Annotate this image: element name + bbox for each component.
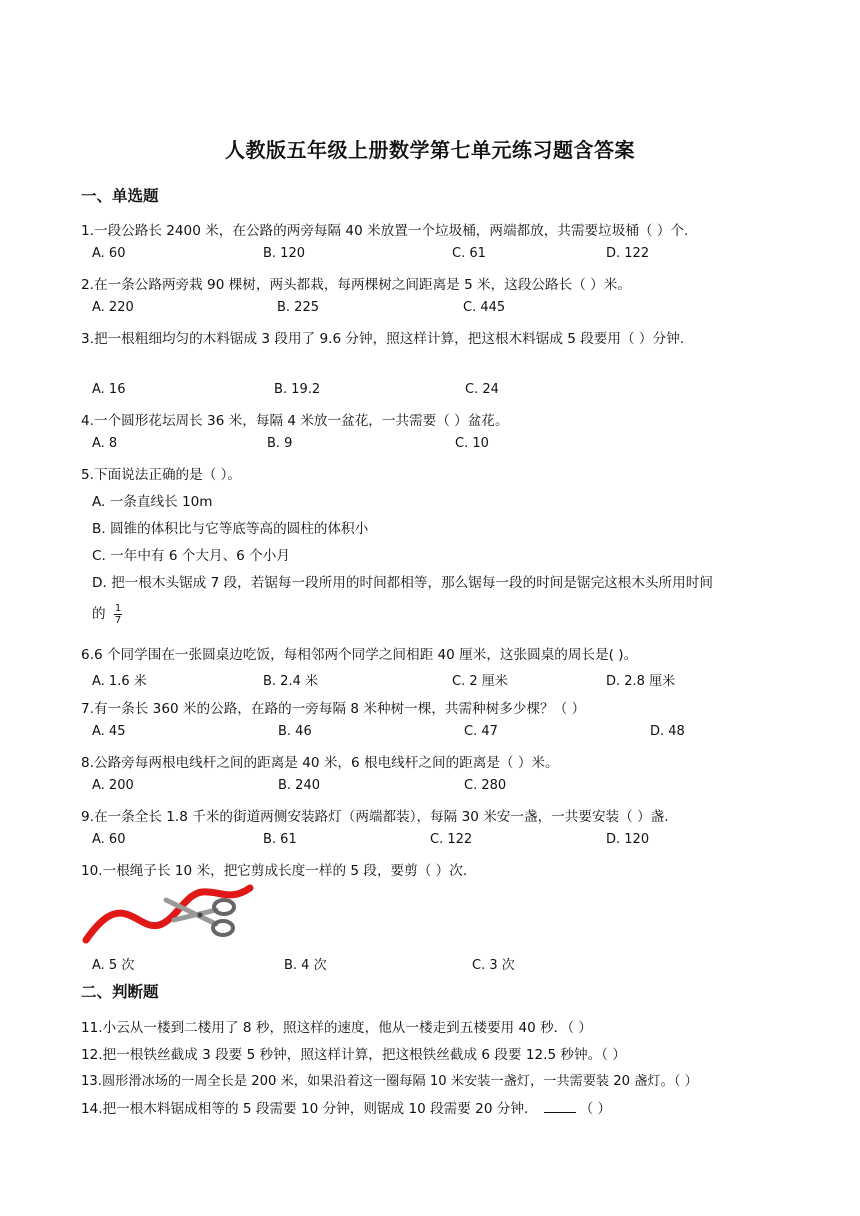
option-c[interactable]: C. 2 厘米 [452,674,508,689]
question-6-options [92,670,832,690]
answer-blank[interactable] [544,1100,576,1113]
option-c[interactable]: C. 280 [464,778,507,793]
question-4-options [92,436,832,456]
question-7-options [92,724,832,744]
option-a[interactable]: A. 200 [92,778,134,793]
section-heading-true-false: 二、判断题 [81,983,159,1001]
option-d[interactable]: D. 2.8 厘米 [606,674,676,689]
question-10-options [92,954,832,974]
page-title: 人教版五年级上册数学第七单元练习题含答案 [225,138,635,162]
question-9-options [92,832,832,852]
option-a[interactable]: A. 一条直线长 10m [92,494,213,510]
option-b[interactable]: B. 120 [263,246,305,261]
option-b[interactable]: B. 46 [278,724,312,739]
question-11: 11.小云从一楼到二楼用了 8 秒，照这样的速度，他从一楼走到五楼要用 40 秒．（ ） [81,1020,592,1036]
question-14-text: 14.把一根木料锯成相等的 5 段需要 10 分钟，则锯成 10 段需要 20 分钟． [81,1101,538,1117]
option-a[interactable]: A. 60 [92,832,126,847]
option-c[interactable]: C. 一年中有 6 个大月、6 个小月 [92,548,290,564]
option-a[interactable]: A. 1.6 米 [92,674,147,689]
fraction-one-seventh [114,603,122,626]
option-a[interactable]: A. 60 [92,246,126,261]
option-d[interactable]: D. 120 [606,832,650,847]
rope-scissors-image [82,880,254,946]
question-6: 6.6 个同学围在一张圆桌边吃饭，每相邻两个同学之间相距 40 厘米，这张圆桌的周长是( )。 [81,647,638,663]
option-c[interactable]: C. 47 [464,724,498,739]
option-c[interactable]: C. 10 [455,436,489,451]
question-1-options [92,246,832,266]
question-9: 9.在一条全长 1.8 千米的街道两侧安装路灯（两端都装），每隔 30 米安一盏，一共要安装（ ）盏. [81,809,669,825]
question-14-paren: （ ） [579,1101,612,1117]
option-a[interactable]: A. 45 [92,724,126,739]
question-3: 3.把一根粗细均匀的木料锯成 3 段用了 9.6 分钟，照这样计算，把这根木料锯成 5 段要用（ ）分钟. [81,331,685,347]
question-4: 4.一个圆形花坛周长 36 米，每隔 4 米放一盆花，一共需要（ ）盆花。 [81,413,509,429]
option-d-continuation-text: 的 [92,606,106,622]
question-5: 5.下面说法正确的是（ ）。 [81,467,242,483]
fraction-denominator: 7 [114,614,122,626]
question-3-options [92,382,832,402]
option-d-continuation [92,602,122,626]
option-b[interactable]: B. 240 [278,778,320,793]
question-7: 7.有一条长 360 米的公路，在路的一旁每隔 8 米种树一棵，共需种树多少棵？（ ） [81,701,586,717]
question-13: 13.圆形滑冰场的一周全长是 200 米，如果沿着这一圈每隔 10 米安装一盏灯，一共需要装 20 盏灯。（ ） [81,1074,698,1089]
option-c[interactable]: C. 3 次 [472,958,515,973]
question-2-options [92,300,832,320]
option-c[interactable]: C. 61 [452,246,486,261]
question-12: 12.把一根铁丝截成 3 段要 5 秒钟，照这样计算，把这根铁丝截成 6 段要 12.5 秒钟。（ ） [81,1047,626,1063]
section-heading-single-choice: 一、单选题 [81,187,159,205]
question-8-options [92,778,832,798]
question-10: 10.一根绳子长 10 米，把它剪成长度一样的 5 段，要剪（ ）次. [81,863,468,879]
question-1: 1.一段公路长 2400 米，在公路的两旁每隔 40 米放置一个垃圾桶，两端都放，共需要垃圾桶（ ）个. [81,223,689,239]
option-a[interactable]: A. 8 [92,436,118,451]
option-b[interactable]: B. 225 [277,300,319,315]
option-b[interactable]: B. 61 [263,832,297,847]
question-2: 2.在一条公路两旁栽 90 棵树，两头都栽，每两棵树之间距离是 5 米，这段公路长（ ）米。 [81,277,631,293]
option-d[interactable]: D. 把一根木头锯成 7 段，若锯每一段所用的时间都相等，那么锯每一段的时间是锯完这根木头所用时间 [92,575,713,591]
question-14 [81,1097,611,1117]
option-a[interactable]: A. 220 [92,300,134,315]
option-b[interactable]: B. 9 [267,436,293,451]
question-8: 8.公路旁每两根电线杆之间的距离是 40 米，6 根电线杆之间的距离是（ ）米。 [81,755,559,771]
scissors-icon [166,900,234,935]
option-a[interactable]: A. 16 [92,382,126,397]
option-d[interactable]: D. 122 [606,246,650,261]
option-a[interactable]: A. 5 次 [92,958,135,973]
option-b[interactable]: B. 19.2 [274,382,321,397]
option-c[interactable]: C. 24 [465,382,499,397]
option-c[interactable]: C. 445 [463,300,506,315]
option-d[interactable]: D. 48 [650,724,685,739]
option-b[interactable]: B. 圆锥的体积比与它等底等高的圆柱的体积小 [92,521,369,537]
option-c[interactable]: C. 122 [430,832,473,847]
option-b[interactable]: B. 2.4 米 [263,674,318,689]
option-b[interactable]: B. 4 次 [284,958,327,973]
fraction-numerator: 1 [114,602,122,614]
